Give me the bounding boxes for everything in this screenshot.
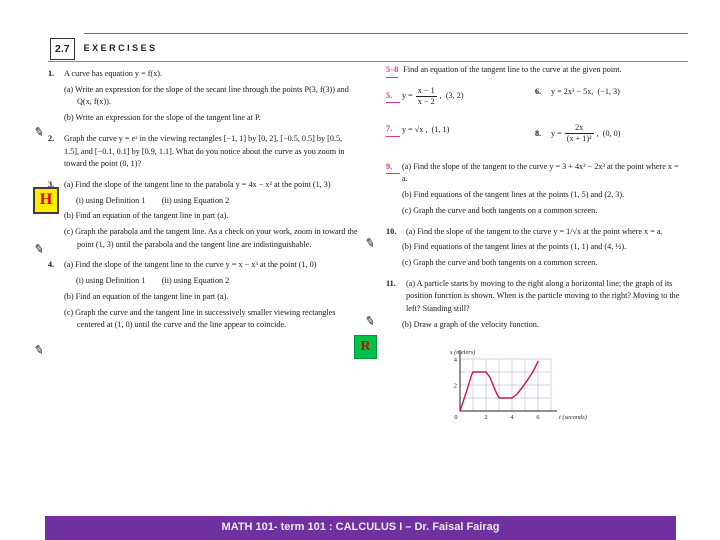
exercise-8-lhs: y =	[551, 128, 562, 138]
exercise-3	[48, 179, 358, 252]
fraction-denominator: (x + 1)²	[566, 134, 592, 144]
exercise-11-part-a: (a) A particle starts by moving to the right along a horizontal line; the graph of its position function is shown. When is the particle moving to the right? Moving to the left? Standing still?	[406, 278, 680, 314]
exercise-6	[535, 86, 684, 108]
exercise-10-part-a: (a) Find the slope of the tangent to the curve y = 1/√x at the point where x = a.	[406, 226, 663, 236]
exercise-11-part-b: (b) Draw a graph of the velocity function.	[402, 319, 539, 329]
left-column	[48, 68, 358, 340]
exercise-7	[386, 123, 535, 145]
exercise-9-number: 9.	[386, 161, 400, 175]
exercise-2	[48, 133, 358, 171]
exercise-5-number: 5.	[386, 90, 400, 104]
svg-text:4: 4	[453, 356, 457, 364]
exercise-3-part-b: (b) Find an equation of the tangent line in part (a).	[64, 211, 229, 221]
exercise-4-part-b: (b) Find an equation of the tangent line in part (a).	[64, 291, 229, 301]
exercise-row-7-8	[386, 123, 684, 155]
exercise-10-part-c: (c) Graph the curve and both tangents on a common screen.	[402, 257, 598, 267]
svg-text:0: 0	[454, 414, 458, 422]
exercise-4-part-a: (a) Find the slope of the tangent line to the curve y = x − x³ at the point (1, 0)	[64, 260, 317, 270]
exercise-4	[48, 259, 358, 332]
exercise-4-part-c: (c) Graph the curve and the tangent line in successively smaller viewing rectangles centered at (1, 0) until the curve and the line appear to coincide.	[64, 307, 336, 330]
exercise-1-number: 1.	[48, 69, 55, 78]
exercise-6-formula: y = 2x³ − 5x, (−1, 3)	[551, 86, 620, 96]
exercise-5-point: , (3, 2)	[439, 91, 464, 101]
highlight-marker-h: H	[33, 187, 59, 214]
graphing-icon: ✎	[363, 235, 377, 251]
position-graph-figure	[444, 345, 684, 434]
exercise-8-point: , (0, 0)	[596, 128, 621, 138]
section-number: 2.7	[50, 38, 75, 60]
exercise-group-5-8	[386, 64, 684, 78]
fraction-numerator: x − 1	[416, 86, 437, 97]
section-header-rule	[48, 61, 688, 62]
exercise-2-number: 2.	[48, 133, 55, 143]
exercise-11-number: 11.	[386, 278, 396, 288]
svg-text:2: 2	[453, 382, 457, 390]
exercise-9	[386, 161, 684, 218]
exercise-9-part-b: (b) Find equations of the tangent lines at the points (1, 5) and (2, 3).	[402, 190, 625, 200]
exercise-3-methods: (i) using Definition 1 (ii) using Equation 2	[76, 195, 230, 205]
exercise-8-formula	[551, 123, 684, 145]
footer-text: MATH 101- term 101 : CALCULUS I – Dr. Faisal Fairag	[221, 521, 500, 534]
svg-text:2: 2	[484, 414, 488, 422]
exercise-5-fraction	[416, 86, 437, 108]
exercise-5-lhs: y =	[402, 91, 413, 101]
exercise-1-intro: A curve has equation y = f(x).	[64, 69, 163, 78]
exercise-5	[386, 86, 535, 108]
graphing-icon: ✎	[32, 124, 46, 140]
exercise-9-part-a: (a) Find the slope of the tangent to the curve y = 3 + 4x² − 2x³ at the point where x = a.	[402, 161, 679, 184]
exercise-row-5-6	[386, 86, 684, 118]
group-range-label: 5–8	[386, 64, 398, 78]
highlight-marker-r: R	[354, 335, 377, 359]
exercise-3-number: 3.	[48, 179, 55, 189]
group-instruction: Find an equation of the tangent line to the curve at the given point.	[403, 65, 622, 74]
position-graph-svg	[444, 345, 594, 429]
exercise-10-number: 10.	[386, 226, 397, 236]
exercise-2-text: Graph the curve y = eˣ in the viewing rectangles [−1, 1] by [0, 2], [−0.5, 0.5] by [0.5, 1.5], and [−0.1, 0.1] by [0.9, 1.1]. What do you notice about the curve as you zoom in toward the point (0, 1)?	[64, 133, 345, 169]
footer-bar	[45, 516, 676, 540]
exercise-4-methods: (i) using Definition 1 (ii) using Equation 2	[76, 276, 230, 286]
right-column	[386, 64, 684, 434]
svg-text:s (meters): s (meters)	[450, 349, 476, 357]
graphing-icon: ✎	[363, 313, 377, 329]
graphing-icon: ✎	[32, 342, 46, 358]
exercise-11	[386, 278, 684, 332]
fraction-numerator: 2x	[565, 123, 594, 134]
exercise-5-formula	[402, 86, 535, 108]
svg-text:t (seconds): t (seconds)	[559, 414, 587, 422]
exercise-8	[535, 123, 684, 145]
exercise-3-part-a: (a) Find the slope of the tangent line to the parabola y = 4x − x² at the point (1, 3)	[64, 179, 331, 189]
graphing-icon: ✎	[32, 241, 46, 257]
exercise-8-fraction	[565, 123, 594, 145]
exercise-6-number: 6.	[535, 86, 542, 96]
svg-text:4: 4	[510, 414, 514, 422]
exercise-3-part-c: (c) Graph the parabola and the tangent line. As a check on your work, zoom in toward the point (1, 3) until the parabola and the tangent line are indistinguishable.	[64, 227, 358, 249]
exercise-7-number: 7.	[386, 123, 400, 137]
exercise-8-number: 8.	[535, 128, 542, 138]
exercise-1-part-a: (a) Write an expression for the slope of the secant line through the points P(3, f(3)) and Q(x, f(x)).	[64, 84, 349, 107]
page-top-rule	[84, 33, 688, 34]
section-header	[50, 38, 158, 60]
exercise-7-formula: y = √x , (1, 1)	[402, 124, 450, 134]
exercise-4-number: 4.	[48, 260, 55, 270]
exercise-1	[48, 68, 358, 125]
section-title: EXERCISES	[83, 43, 158, 54]
fraction-denominator: x − 2	[417, 96, 435, 106]
exercise-9-part-c: (c) Graph the curve and both tangents on a common screen.	[402, 205, 598, 215]
exercise-1-part-b: (b) Write an expression for the slope of the tangent line at P.	[64, 113, 261, 123]
svg-text:6: 6	[536, 414, 540, 422]
exercise-10	[386, 226, 684, 270]
exercise-10-part-b: (b) Find equations of the tangent lines at the points (1, 1) and (4, ½).	[402, 242, 627, 252]
